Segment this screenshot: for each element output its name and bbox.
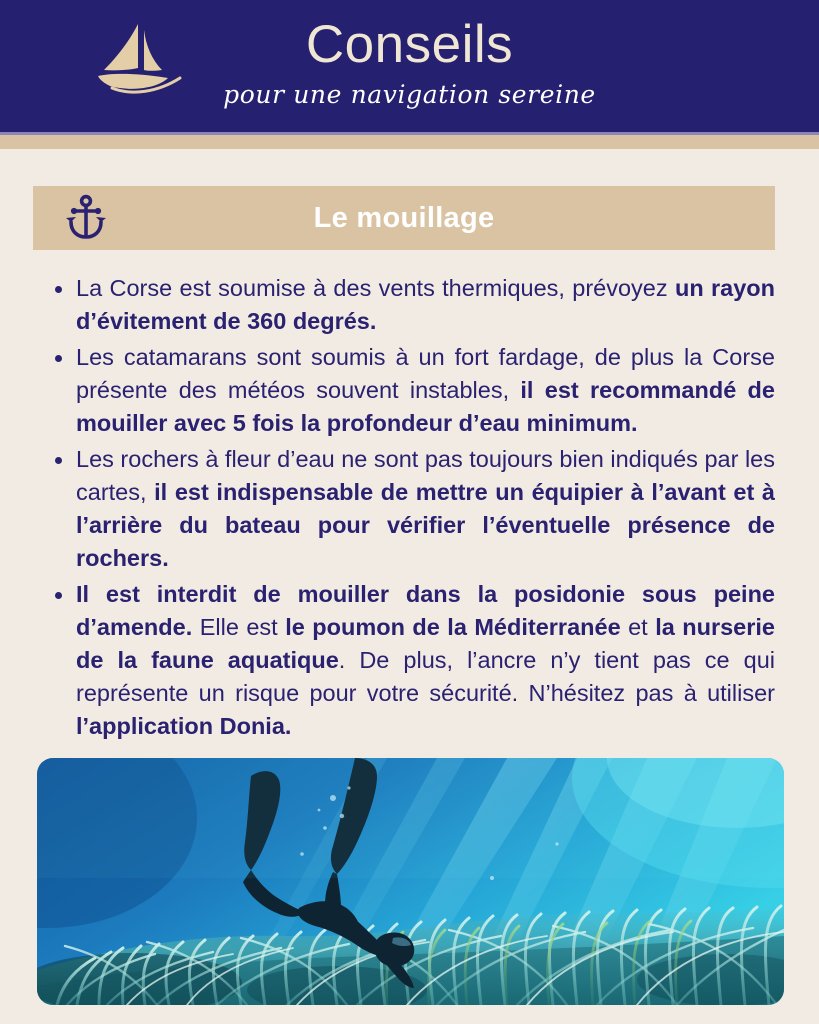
advice-bullet-list (52, 272, 775, 743)
emphasis-text: l’application Donia. (76, 713, 292, 739)
section-header-wrap (0, 186, 819, 250)
emphasis-text: le poumon de la Méditerranée (285, 614, 621, 640)
body-text: Les rochers à fleur d’eau ne sont pas toujours bien indiqués par les cartes, (76, 446, 775, 505)
page-subtitle: pour une navigation sereine (223, 80, 596, 109)
sailboat-icon (88, 16, 196, 104)
body-text: Les catamarans sont soumis à un fort fardage, de plus la Corse présente des météos souvent instables, (76, 344, 775, 403)
body-text: et (620, 614, 656, 640)
emphasis-text: Il est interdit de mouiller dans la posidonie sous peine d’amende. (76, 581, 775, 640)
freediver-posidonia-photo (37, 758, 784, 1005)
accent-strip (0, 135, 819, 149)
advice-content (0, 272, 819, 743)
emphasis-text: il est indispensable de mettre un équipier à l’avant et à l’arrière du bateau pour vérifier l’éventuelle présence de rochers. (76, 479, 775, 571)
emphasis-text: il est recommandé de mouiller avec 5 fois la profondeur d’eau minimum. (76, 377, 775, 436)
emphasis-text: un rayon d’évitement de 360 degrés. (76, 275, 776, 334)
list-item (52, 341, 775, 440)
body-text: Elle est (192, 614, 286, 640)
section-header-bar (33, 186, 775, 250)
body-text: La Corse est soumise à des vents thermiques, prévoyez (76, 275, 675, 301)
list-item (52, 578, 775, 743)
section-title: Le mouillage (313, 201, 495, 234)
page-header (0, 0, 819, 132)
body-text: . De plus, l’ancre n’y tient pas ce qui représente un risque pour votre sécurité. N’hésitez pas à utiliser (76, 647, 775, 706)
anchor-icon (62, 194, 110, 242)
list-item (52, 272, 775, 338)
list-item (52, 443, 775, 575)
emphasis-text: la nurserie de la faune aquatique (76, 614, 775, 673)
page-title: Conseils (305, 15, 514, 74)
